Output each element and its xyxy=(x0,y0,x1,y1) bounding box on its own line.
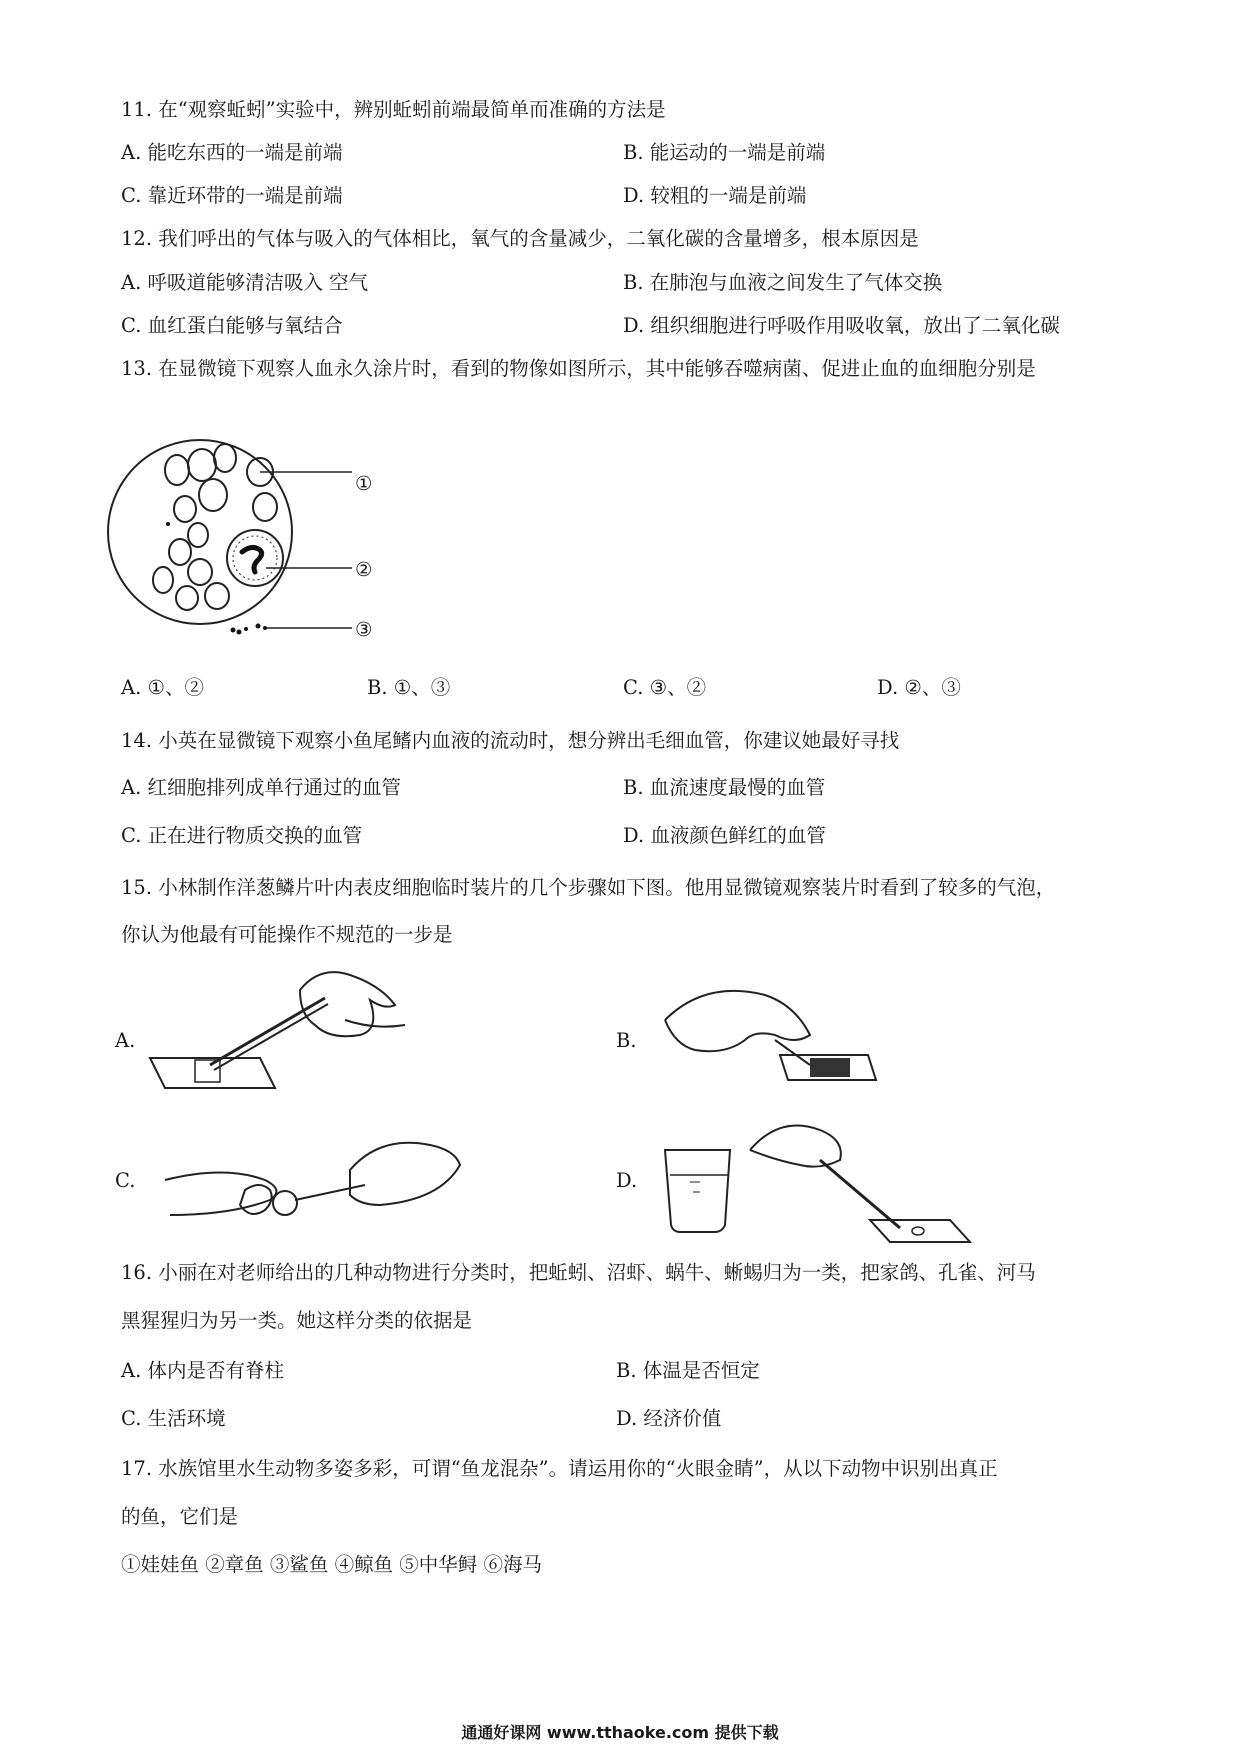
q13-option-b: B. ①、③ xyxy=(367,676,451,699)
q16-option-a: A. 体内是否有脊柱 xyxy=(121,1359,284,1382)
q15-option-d-illustration xyxy=(660,1120,980,1250)
q11-option-d: D. 较粗的一端是前端 xyxy=(623,184,807,207)
q12-stem: 12. 我们呼出的气体与吸入的气体相比，氧气的含量减少，二氧化碳的含量增多，根本原因是 xyxy=(121,227,919,250)
q12-option-a: A. 呼吸道能够清洁吸入 空气 xyxy=(121,271,369,294)
q15-option-a-label: A. xyxy=(115,1029,136,1052)
q15-option-c-label: C. xyxy=(115,1169,136,1192)
q14-option-a: A. 红细胞排列成单行通过的血管 xyxy=(121,776,401,799)
q14-option-c: C. 正在进行物质交换的血管 xyxy=(121,824,363,847)
figure-label-2: ② xyxy=(355,558,373,581)
q11-option-a: A. 能吃东西的一端是前端 xyxy=(121,141,343,164)
blood-smear-figure xyxy=(120,420,390,660)
q14-stem: 14. 小英在显微镜下观察小鱼尾鳍内血液的流动时，想分辨出毛细血管，你建议她最好寻找 xyxy=(121,729,900,752)
q16-option-d: D. 经济价值 xyxy=(616,1407,722,1430)
q12-option-d: D. 组织细胞进行呼吸作用吸收氧，放出了二氧化碳 xyxy=(623,314,1060,337)
q13-option-d: D. ②、③ xyxy=(877,676,961,699)
figure-label-1: ① xyxy=(355,472,373,495)
page-footer: 通通好课网 www.tthaoke.com 提供下载 xyxy=(461,1723,779,1742)
q15-option-d-label: D. xyxy=(616,1169,638,1192)
q11-option-b: B. 能运动的一端是前端 xyxy=(623,141,826,164)
q14-option-d: D. 血液颜色鲜红的血管 xyxy=(623,824,826,847)
q14-option-b: B. 血流速度最慢的血管 xyxy=(623,776,826,799)
q15-option-c-illustration xyxy=(165,1135,465,1245)
q15-option-b-label: B. xyxy=(616,1029,637,1052)
q16-stem-line1: 16. 小丽在对老师给出的几种动物进行分类时，把蚯蚓、沼虾、蜗牛、蜥蜴归为一类，把家鸽、孔雀、河马 xyxy=(121,1261,1036,1284)
q12-option-b: B. 在肺泡与血液之间发生了气体交换 xyxy=(623,271,943,294)
q13-stem: 13. 在显微镜下观察人血永久涂片时，看到的物像如图所示，其中能够吞噬病菌、促进止血的血细胞分别是 xyxy=(121,357,1036,380)
q17-stem-line1: 17. 水族馆里水生动物多姿多彩，可谓“鱼龙混杂”。请运用你的“火眼金睛”，从以下动物中识别出真正 xyxy=(121,1457,998,1480)
figure-label-3: ③ xyxy=(355,618,373,641)
q16-option-b: B. 体温是否恒定 xyxy=(616,1359,760,1382)
q11-option-c: C. 靠近环带的一端是前端 xyxy=(121,184,343,207)
q15-option-a-illustration xyxy=(150,970,410,1100)
q15-stem-line1: 15. 小林制作洋葱鳞片叶内表皮细胞临时装片的几个步骤如下图。他用显微镜观察装片时看到了较多的气泡， xyxy=(121,876,1056,899)
q13-option-a: A. ①、② xyxy=(121,676,204,699)
q17-animal-list: ①娃娃鱼 ②章鱼 ③鲨鱼 ④鲸鱼 ⑤中华鲟 ⑥海马 xyxy=(121,1553,542,1576)
q16-stem-line2: 黑猩猩归为另一类。她这样分类的依据是 xyxy=(121,1309,473,1332)
q12-option-c: C. 血红蛋白能够与氧结合 xyxy=(121,314,343,337)
q15-stem-line2: 你认为他最有可能操作不规范的一步是 xyxy=(121,923,453,946)
q17-stem-line2: 的鱼，它们是 xyxy=(121,1505,239,1528)
q16-option-c: C. 生活环境 xyxy=(121,1407,226,1430)
q11-stem: 11. 在“观察蚯蚓”实验中，辨别蚯蚓前端最简单而准确的方法是 xyxy=(121,98,666,121)
q13-option-c: C. ③、② xyxy=(623,676,707,699)
q15-option-b-illustration xyxy=(660,985,890,1095)
